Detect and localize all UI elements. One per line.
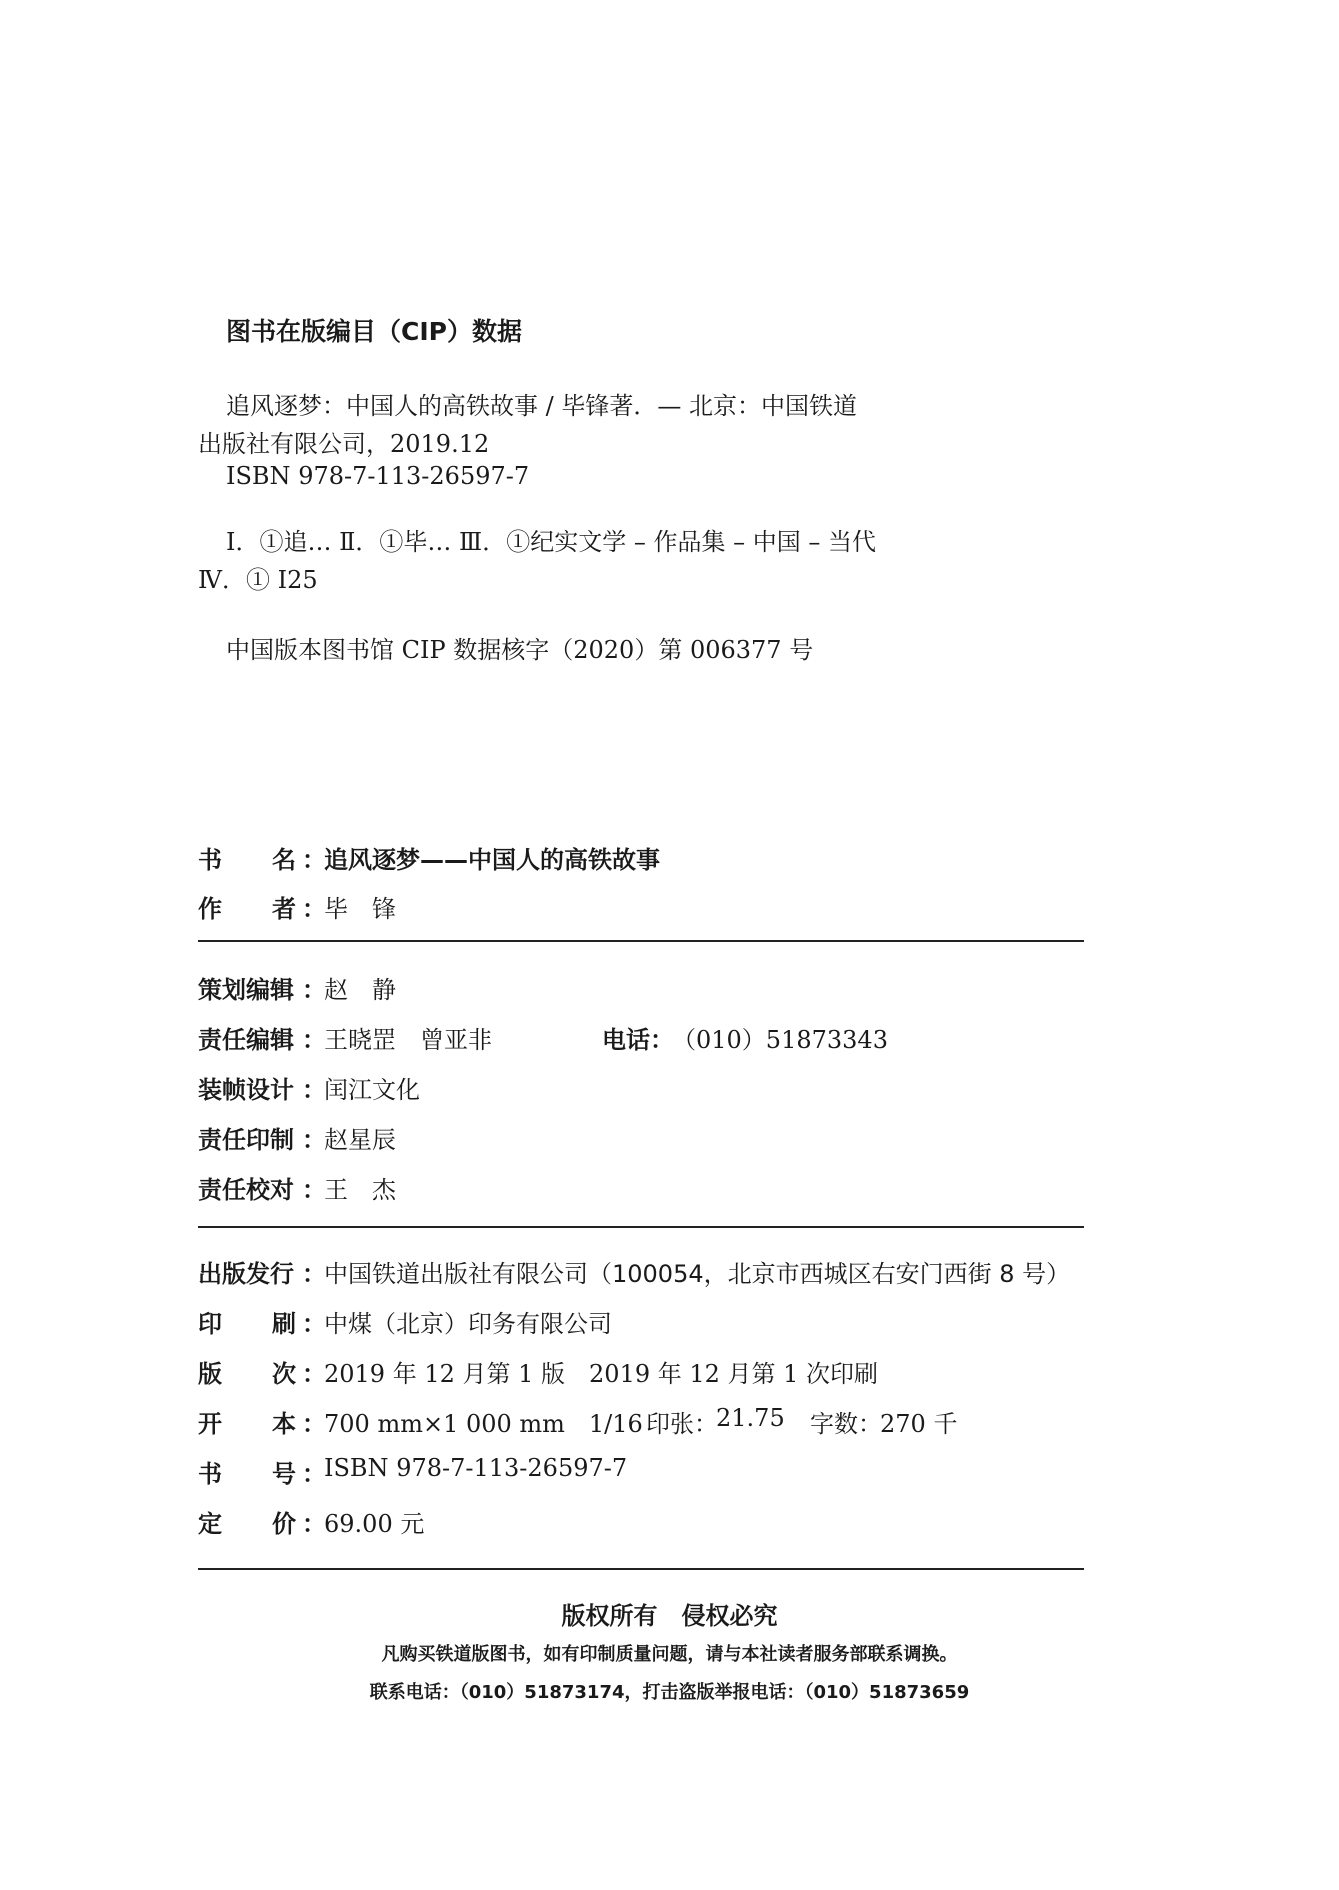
phone-label: 电话 [602, 1026, 650, 1054]
divider [198, 1568, 1084, 1570]
cip-subject-line: Ⅰ．①追… Ⅱ．①毕… Ⅲ．①纪实文学 – 作品集 – 中国 – 当代 [226, 528, 876, 556]
book-title: 追风逐梦——中国人的高铁故事 [324, 846, 660, 874]
cip-title: 图书在版编目（CIP）数据 [226, 317, 522, 346]
divider [198, 940, 1084, 942]
phone-number: （010）51873343 [672, 1026, 888, 1054]
cip-classification-line: Ⅳ．① I25 [198, 566, 318, 594]
cip-record-line: 中国版本图书馆 CIP 数据核字（2020）第 006377 号 [226, 636, 814, 664]
divider [198, 1226, 1084, 1228]
copyright-notice: 版权所有 侵权必究 [561, 1602, 778, 1630]
cip-title-line: 追风逐梦：中国人的高铁故事 / 毕锋著．— 北京：中国铁道 [226, 392, 857, 420]
cip-publisher-line: 出版社有限公司，2019.12 [198, 430, 490, 458]
copyright-line-2: 联系电话：（010）51873174，打击盗版举报电话：（010）51873659 [369, 1682, 970, 1703]
author-name: 毕 锋 [324, 895, 396, 923]
copyright-line-1: 凡购买铁道版图书，如有印制质量问题，请与本社读者服务部联系调换。 [381, 1644, 958, 1665]
cip-isbn-line: ISBN 978-7-113-26597-7 [226, 462, 530, 490]
